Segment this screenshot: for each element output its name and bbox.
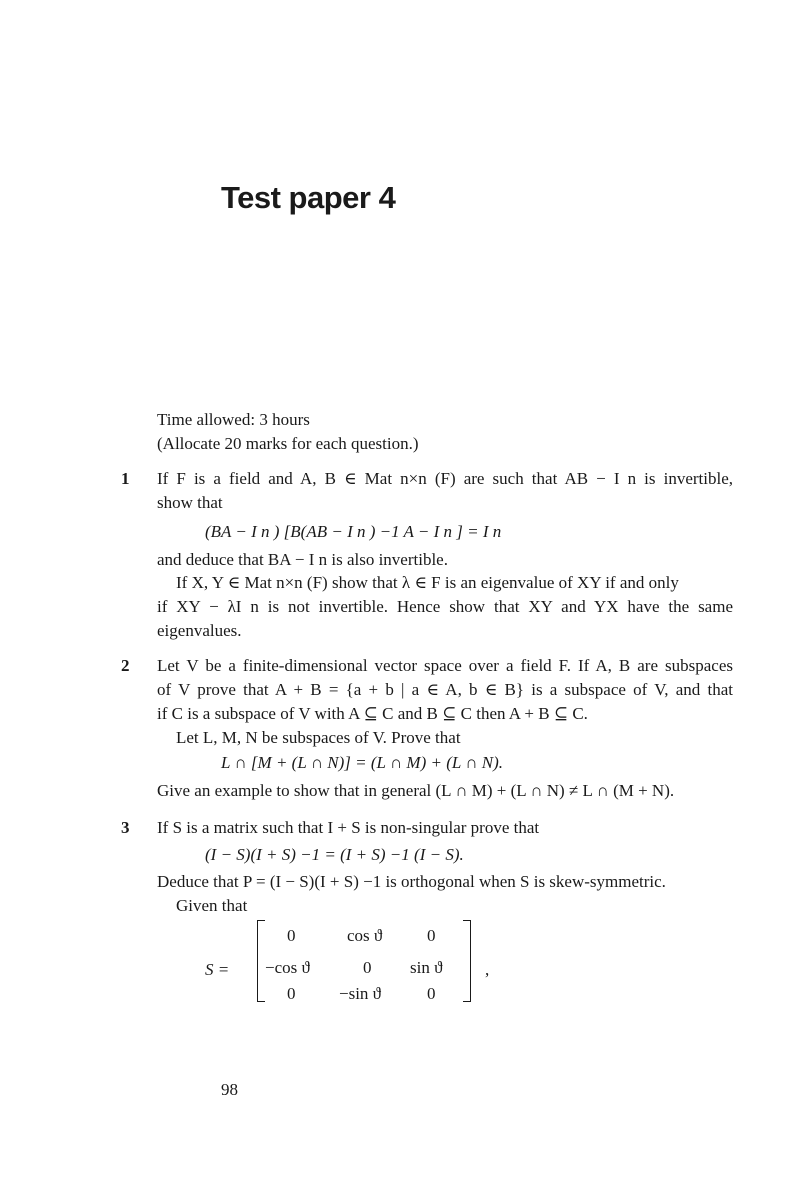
question-text: Give an example to show that in general (L ∩ M) + (L ∩ N) ≠ L ∩ (M + N). [157,781,675,800]
matrix-s [205,920,490,1003]
equation: (BA − I n ) [B(AB − I n ) −1 A − I n ] = I n [205,522,502,541]
question-text: Let L, M, N be subspaces of V. Prove that [176,728,461,747]
matrix-cell: 0 [363,958,372,977]
question-text: Given that [176,896,248,915]
question-text: eigenvalues. [157,621,242,640]
question-text: If X, Y ∈ Mat n×n (F) show that λ ∈ F is an eigenvalue of XY if and only [176,573,679,592]
page-title: Test paper 4 [221,180,396,215]
matrix-cell: 0 [287,926,296,945]
question-text: If F is a field and A, B ∈ Mat n×n (F) are such that AB − I n is invertible, [157,469,733,488]
page-number: 98 [221,1080,238,1099]
question-text: and deduce that BA − I n is also invertible. [157,550,448,569]
question-text: if C is a subspace of V with A ⊆ C and B ⊆ C then A + B ⊆ C. [157,704,588,723]
left-bracket [257,920,265,1002]
matrix-cell: 0 [287,984,296,1003]
question-number: 1 [121,469,130,488]
trailing-comma: , [485,960,490,979]
time-allowed: Time allowed: 3 hours [157,410,310,429]
question-text: If S is a matrix such that I + S is non-singular prove that [157,818,540,837]
right-bracket [463,920,471,1002]
matrix-cell: sin ϑ [410,958,443,977]
question-text: if XY − λI n is not invertible. Hence show that XY and YX have the same [157,597,733,616]
matrix-cell: −cos ϑ [265,958,310,977]
matrix-cell: cos ϑ [347,926,383,945]
matrix-cell: 0 [427,984,436,1003]
question-number: 3 [121,818,130,837]
question-text: show that [157,493,223,512]
question-text: Deduce that P = (I − S)(I + S) −1 is orthogonal when S is skew-symmetric. [157,872,666,891]
matrix-cell: −sin ϑ [339,984,382,1003]
question-text: Let V be a finite-dimensional vector space over a field F. If A, B are subspaces [157,656,733,675]
matrix-label: S = [205,960,230,979]
question-text: of V prove that A + B = {a + b | a ∈ A, b ∈ B} is a subspace of V, and that [157,680,733,699]
question-number: 2 [121,656,130,675]
matrix-cell: 0 [427,926,436,945]
equation: L ∩ [M + (L ∩ N)] = (L ∩ M) + (L ∩ N). [221,753,504,772]
equation: (I − S)(I + S) −1 = (I + S) −1 (I − S). [205,845,464,864]
allocation-note: (Allocate 20 marks for each question.) [157,434,419,453]
